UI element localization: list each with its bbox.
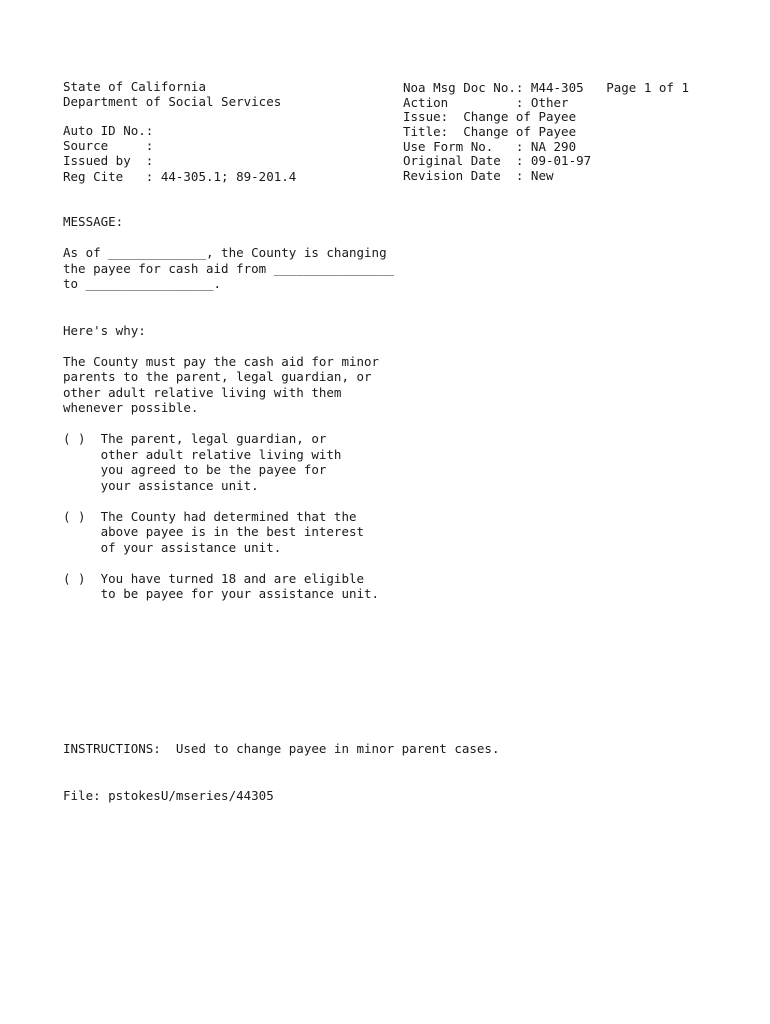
- why-paragraph-line: parents to the parent, legal guardian, or: [63, 369, 372, 384]
- file-path: File: pstokesU/mseries/44305: [63, 788, 274, 803]
- option-line: you agreed to be the payee for: [63, 462, 327, 477]
- message-line: the payee for cash aid from ________________: [63, 261, 395, 276]
- why-paragraph-line: other adult relative living with them: [63, 385, 342, 400]
- issued-by-field: Issued by :: [63, 153, 154, 168]
- option-line: to be payee for your assistance unit.: [63, 586, 380, 601]
- doc-number: Noa Msg Doc No.: M44-305 Page 1 of 1: [403, 80, 689, 95]
- message-line: As of _____________, the County is changing: [63, 245, 387, 260]
- why-heading: Here's why:: [63, 323, 146, 338]
- auto-id-field: Auto ID No.:: [63, 123, 154, 138]
- message-line: to _________________.: [63, 276, 222, 291]
- why-paragraph-line: whenever possible.: [63, 400, 199, 415]
- agency-state: State of California: [63, 79, 206, 94]
- agency-department: Department of Social Services: [63, 94, 282, 109]
- revision-date-field: Revision Date : New: [403, 168, 554, 183]
- option-checkbox-line: ( ) You have turned 18 and are eligible: [63, 571, 365, 586]
- use-form-field: Use Form No. : NA 290: [403, 139, 577, 154]
- message-heading: MESSAGE:: [63, 214, 124, 229]
- option-line: of your assistance unit.: [63, 540, 282, 555]
- title-field: Title: Change of Payee: [403, 124, 577, 139]
- source-field: Source :: [63, 138, 154, 153]
- option-checkbox-line: ( ) The parent, legal guardian, or: [63, 431, 327, 446]
- option-line: above payee is in the best interest: [63, 524, 365, 539]
- why-paragraph-line: The County must pay the cash aid for minor: [63, 354, 380, 369]
- option-line: your assistance unit.: [63, 478, 259, 493]
- instructions-text: INSTRUCTIONS: Used to change payee in minor parent cases.: [63, 741, 500, 756]
- option-checkbox-line: ( ) The County had determined that the: [63, 509, 357, 524]
- option-line: other adult relative living with: [63, 447, 342, 462]
- original-date-field: Original Date : 09-01-97: [403, 153, 592, 168]
- action-field: Action : Other: [403, 95, 569, 110]
- reg-cite-field: Reg Cite : 44-305.1; 89-201.4: [63, 169, 297, 184]
- issue-field: Issue: Change of Payee: [403, 109, 577, 124]
